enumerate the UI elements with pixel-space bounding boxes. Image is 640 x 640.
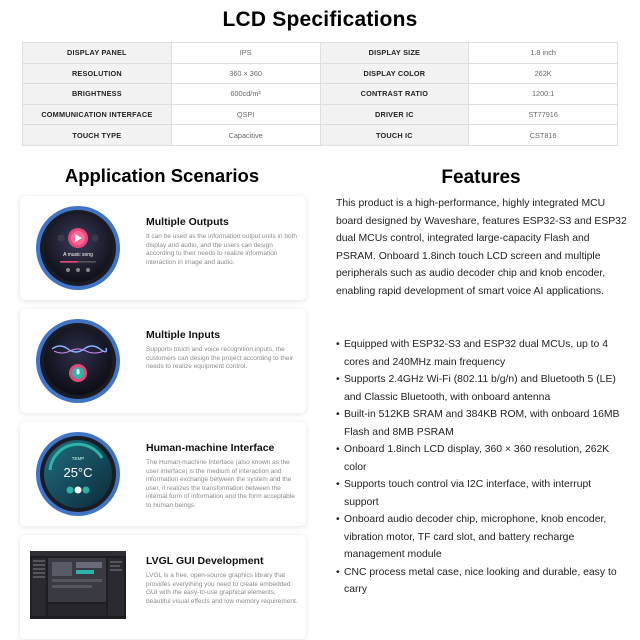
round-display-temperature-image [28,430,128,518]
temp-value-text: 25°C [63,465,93,480]
song-title-text: A music song [63,252,93,258]
spec-value: ST77916 [469,104,618,125]
spec-key: RESOLUTION [23,63,172,84]
spec-value: IPS [171,43,320,64]
features-list [336,336,628,599]
spec-value: CST816 [469,125,618,146]
feature-text: Onboard audio decoder chip, microphone, knob encoder, vibration motor, TF card slot, and battery recharge management module [344,514,607,560]
scenario-card-inputs [20,309,306,413]
feature-text: Onboard 1.8inch LCD display, 360 × 360 resolution, 262K color [344,444,610,473]
spec-key: DISPLAY COLOR [320,63,469,84]
card-description: It can be used as the information output units in both display and audio, and the users can design according to their needs to realize information interaction in image and audio. [146,233,298,266]
temp-label-text: TEMP [71,456,85,461]
card-title: Human-machine Interface [146,442,275,454]
list-item [336,336,628,371]
spec-key: TOUCH IC [320,125,469,146]
table-row [23,104,618,125]
page-title: LCD Specifications [222,8,418,31]
bullet-icon: • [336,444,340,455]
spec-value: 360 × 360 [171,63,320,84]
feature-text: Supports touch control via I2C interface, with interrupt support [344,479,592,508]
bullet-icon: • [336,479,340,490]
round-display-voice-image [28,317,128,405]
spec-key: DISPLAY SIZE [320,43,469,64]
table-row [23,84,618,105]
table-row [23,43,618,64]
card-title: Multiple Inputs [146,329,221,341]
spec-value: 1200:1 [469,84,618,105]
card-description: The Human-machine Interface (also known as the user interface) is the medium of interaction and information exchange between the system and the user, it realizes the transformation between the internal form of information and the form acceptable to human beings. [146,459,295,509]
feature-text: Built-in 512KB SRAM and 384KB ROM, with onboard 16MB Flash and 8MB PSRAM [344,409,620,438]
list-item [336,476,628,511]
scenario-card-hmi [20,422,306,526]
list-item [336,371,628,406]
spec-key: DRIVER IC [320,104,469,125]
scenario-card-outputs [20,196,306,300]
round-display-music-image [28,204,128,292]
feature-text: CNC process metal case, nice looking and durable, easy to carry [344,566,617,595]
spec-table [22,42,618,146]
bullet-icon: • [336,374,340,385]
spec-key: COMMUNICATION INTERFACE [23,104,172,125]
feature-text: Supports 2.4GHz Wi-Fi (802.11 b/g/n) and Bluetooth 5 (LE) and Classic Bluetooth, with onboard antenna [344,374,616,403]
spec-value: Capacitive [171,125,320,146]
list-item [336,511,628,564]
list-item [336,406,628,441]
card-description: Supports touch and voice recognition inputs, the customers can design the project according to their needs to realize equipment control. [146,346,294,370]
feature-text: Equipped with ESP32-S3 and ESP32 dual MCUs, up to 4 cores and 240MHz main frequency [344,339,608,368]
spec-value: 1.8 inch [469,43,618,64]
spec-value: 600cd/m² [171,84,320,105]
bullet-icon: • [336,566,340,578]
spec-key: BRIGHTNESS [23,84,172,105]
bullet-icon: • [336,409,340,420]
scenario-card-lvgl [20,535,306,639]
table-row [23,125,618,146]
spec-key: CONTRAST RATIO [320,84,469,105]
bullet-icon: • [336,514,340,525]
card-title: Multiple Outputs [146,216,229,228]
table-row [23,63,618,84]
list-item [336,564,628,599]
application-scenarios-heading: Application Scenarios [64,165,260,186]
list-item [336,441,628,476]
features-heading: Features [441,167,521,188]
card-title: LVGL GUI Development [146,555,264,567]
spec-key: DISPLAY PANEL [23,43,172,64]
spec-key: TOUCH TYPE [23,125,172,146]
spec-value: 262K [469,63,618,84]
spec-value: QSPI [171,104,320,125]
bullet-icon: • [336,339,340,350]
lvgl-editor-screenshot-image [28,543,128,631]
features-intro: This product is a high-performance, highly integrated MCU board designed by Waveshare, features ESP32-S3 and ESP32 dual MCUs control, integrated large-capacity Flash and PSRAM. Onboard 1.8inch touch LCD screen and multiple peripherals such as audio decoder chip and knob encoder, enabling rapid development of smart voice AI applications. [336,198,627,297]
card-description: LVGL is a free, open-source graphics library that provides everything you need to create embedded GUI with the easy-to-use graphical elements, beautiful visual effects and low memory requirement. [146,572,298,605]
